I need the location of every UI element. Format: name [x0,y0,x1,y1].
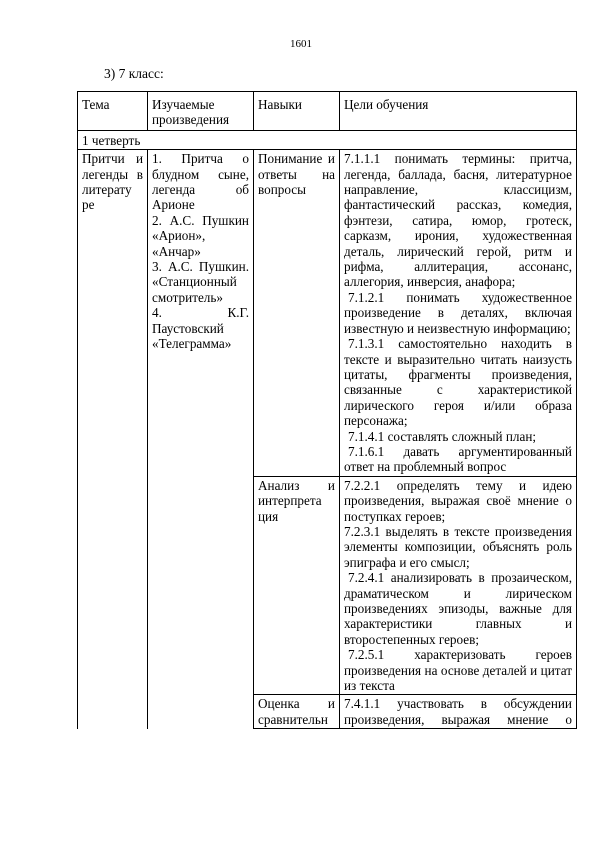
goal-item: 7.4.1.1 участвовать в обсуждении произведения, выражая мнение о [344,696,572,727]
works-cell [148,150,254,729]
work-item: 4. К.Г. Паустовский «Телеграмма» [152,305,249,352]
work-item: 2. А.С. Пушкин «Арион», «Анчар» [152,212,249,259]
work-item: 1. Притча о блудном сыне, легенда об Арионе [152,151,249,213]
curriculum-table [77,91,577,729]
page-number: 1601 [290,38,312,50]
header-skills: Навыки [254,92,340,131]
goal-item: 7.2.2.1 определять тему и идею произведения, выражая своё мнение о поступках героев; [344,477,572,524]
header-goals: Цели обучения [340,92,577,131]
table-row [78,150,577,477]
goals-cell [340,150,577,477]
skill-name: Понимание и ответы на вопросы [254,150,340,477]
header-works: Изучаемые произведения [148,92,254,131]
skill-name: Оценка и сравнительн [254,695,340,729]
goal-item: 7.2.4.1 анализировать в прозаическом, драматическом и лирическом произведениях эпизоды, важные для характеристики главных и второстепенных героев; [344,570,572,647]
work-item: 3. А.С. Пушкин. «Станционный смотритель» [152,259,249,305]
quarter-row [78,130,577,149]
skill-name: Анализ и интерпрета ция [254,476,340,695]
header-topic: Тема [78,92,148,131]
goal-item: 7.1.6.1 давать аргументированный ответ на проблемный вопрос [344,443,572,475]
goals-cell [340,476,577,695]
goal-item: 7.1.2.1 понимать художественное произведение в деталях, включая известную и неизвестную информацию; [344,289,572,336]
goal-item: 7.1.4.1 составлять сложный план; [348,428,537,444]
goal-item: 7.1.1.1 понимать термины: притча, легенда, баллада, басня, литературное направление, классицизм, фантастический рассказ, комедия, фэнтези, сатира, юмор, гротеск, сарказм, ирония, художественная деталь, лирический герой, ритм и рифма, аллитерация, ассонанс, аллегория, инверсия, анафора; [344,151,572,290]
quarter-label: 1 четверть [78,130,577,149]
goal-item: 7.2.3.1 выделять в тексте произведения элементы композиции, объяснять роль эпиграфа и его смысл; [344,523,572,570]
table-header-row [78,92,577,131]
goal-item: 7.2.5.1 характеризовать героев произведения на основе деталей и цитат из текста [344,647,572,694]
section-title: 3) 7 класс: [104,66,164,81]
goal-item: 7.1.3.1 самостоятельно находить в тексте и выразительно читать наизусть цитаты, фрагменты произведения, связанные с характеристикой лирического героя и/или образа персонажа; [344,336,572,429]
goals-cell [340,695,577,729]
topic-cell: Притчи и легенды в литерату ре [78,150,148,729]
